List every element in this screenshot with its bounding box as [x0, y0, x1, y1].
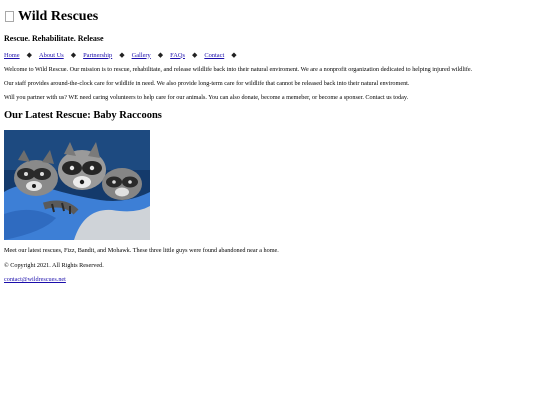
nav-link-gallery[interactable]: Gallery — [131, 51, 151, 59]
broken-image-icon — [5, 11, 14, 22]
intro-paragraph-care: Our staff provides around-the-clock care for wildlife in need. We also provide long-term care for wildlife that cannot be released back into their natural enviroment. — [4, 80, 410, 87]
site-title: Wild Rescues — [18, 9, 99, 24]
main-nav — [4, 51, 244, 59]
nav-separator-icon: ◆ — [70, 51, 77, 59]
contact-email-link[interactable]: contact@wildrescues.net — [4, 276, 66, 283]
rescue-caption: Meet our latest rescues, Fizz, Bandit, and Mohawk. These three little guys were found abandoned near a home. — [4, 247, 279, 254]
tagline: Rescue. Rehabilitate. Release — [4, 34, 104, 43]
baby-raccoons-photo — [4, 130, 150, 240]
raccoons-illustration — [4, 130, 150, 240]
intro-paragraph-partner: Will you partner with us? WE need caring volunteers to help care for our animals. You can also donate, become a memeber, or become a sponser. Contact us today. — [4, 94, 409, 101]
nav-separator-icon: ◆ — [119, 51, 125, 59]
nav-link-home[interactable]: Home — [4, 51, 20, 59]
nav-link-partnership[interactable]: Partnership — [83, 51, 113, 59]
nav-link-contact[interactable]: Contact — [204, 51, 225, 59]
intro-paragraph-welcome: Welcome to Wild Rescue. Our mission is to rescue, rehabilitate, and release wildlife back into their natural enviroment. We are a nonprofit organization dedicated to helping injured wildlife. — [4, 66, 473, 73]
nav-separator-icon: ◆ — [157, 51, 164, 59]
nav-separator-icon: ◆ — [191, 51, 198, 59]
site-header — [5, 8, 98, 25]
nav-separator-icon: ◆ — [231, 51, 237, 59]
copyright-notice: © Copyright 2021. All Rights Reserved. — [4, 262, 104, 269]
nav-separator-icon: ◆ — [26, 51, 33, 59]
nav-link-faqs[interactable]: FAQs — [170, 51, 185, 59]
nav-link-about-us[interactable]: About Us — [39, 51, 64, 59]
latest-rescue-heading: Our Latest Rescue: Baby Raccoons — [4, 110, 162, 121]
